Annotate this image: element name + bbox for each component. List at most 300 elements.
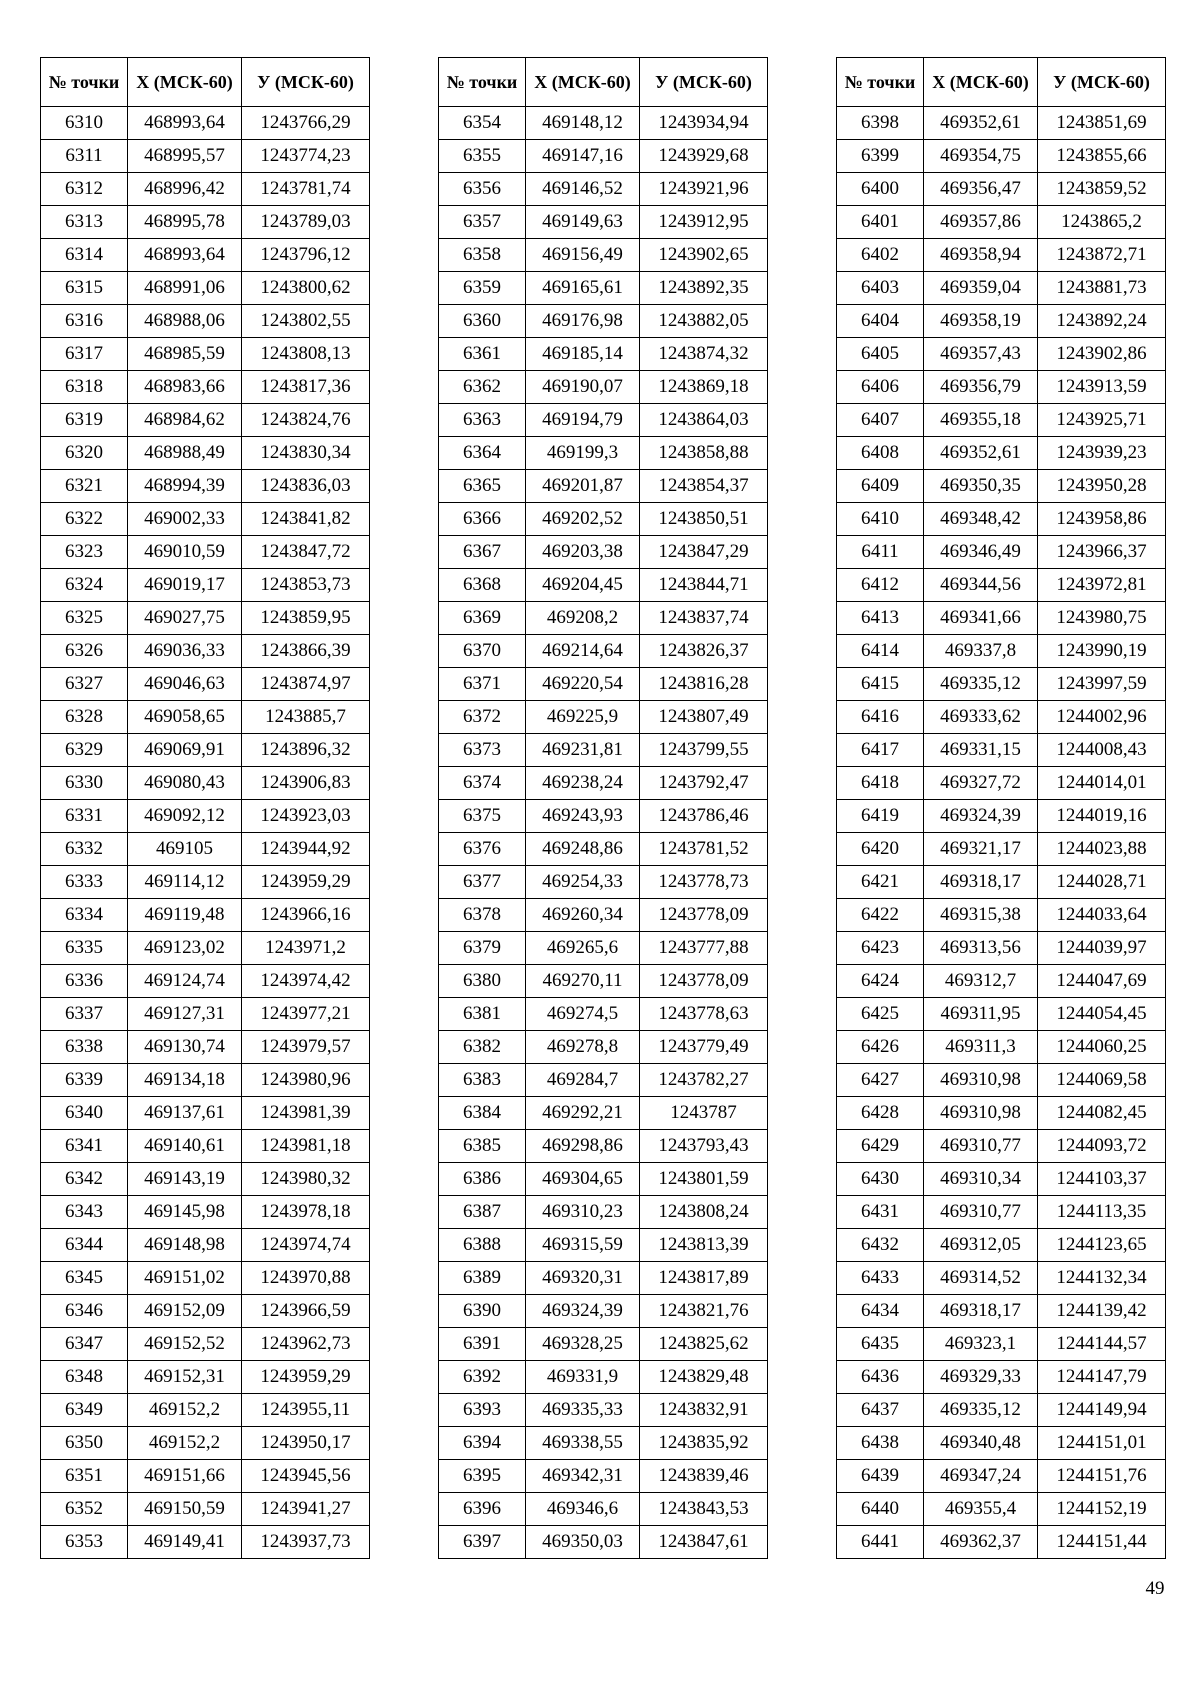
- table-row: [41, 1493, 370, 1526]
- x-coordinate-cell: 469337,8: [924, 635, 1038, 668]
- table-row: [837, 140, 1166, 173]
- point-number-cell: 6389: [439, 1262, 526, 1295]
- point-number-cell: 6372: [439, 701, 526, 734]
- x-coordinate-cell: 469152,52: [128, 1328, 242, 1361]
- x-coordinate-cell: 469315,59: [526, 1229, 640, 1262]
- point-number-cell: 6408: [837, 437, 924, 470]
- y-coordinate-cell: 1243837,74: [640, 602, 768, 635]
- y-coordinate-cell: 1243980,32: [242, 1163, 370, 1196]
- x-coordinate-cell: 468993,64: [128, 239, 242, 272]
- y-coordinate-cell: 1244039,97: [1038, 932, 1166, 965]
- y-coordinate-cell: 1243778,09: [640, 965, 768, 998]
- y-coordinate-cell: 1243844,71: [640, 569, 768, 602]
- table-row: [41, 206, 370, 239]
- x-coordinate-cell: 468991,06: [128, 272, 242, 305]
- x-coordinate-cell: 469313,56: [924, 932, 1038, 965]
- table-row: [439, 1262, 768, 1295]
- y-coordinate-cell: 1243970,88: [242, 1262, 370, 1295]
- x-coordinate-cell: 469137,61: [128, 1097, 242, 1130]
- y-coordinate-cell: 1243997,59: [1038, 668, 1166, 701]
- x-coordinate-cell: 468988,49: [128, 437, 242, 470]
- x-coordinate-cell: 469323,1: [924, 1328, 1038, 1361]
- table-row: [439, 1427, 768, 1460]
- point-number-cell: 6395: [439, 1460, 526, 1493]
- x-coordinate-cell: 469311,95: [924, 998, 1038, 1031]
- point-number-cell: 6370: [439, 635, 526, 668]
- point-number-cell: 6325: [41, 602, 128, 635]
- table-row: [837, 371, 1166, 404]
- table-row: [439, 1394, 768, 1427]
- y-coordinate-cell: 1243950,28: [1038, 470, 1166, 503]
- point-number-cell: 6357: [439, 206, 526, 239]
- table-row: [837, 173, 1166, 206]
- x-coordinate-cell: 469148,12: [526, 107, 640, 140]
- x-coordinate-cell: 468993,64: [128, 107, 242, 140]
- table-row: [837, 1097, 1166, 1130]
- x-coordinate-cell: 468988,06: [128, 305, 242, 338]
- point-number-cell: 6435: [837, 1328, 924, 1361]
- table-row: [41, 338, 370, 371]
- y-coordinate-cell: 1244113,35: [1038, 1196, 1166, 1229]
- y-coordinate-cell: 1243980,75: [1038, 602, 1166, 635]
- point-number-cell: 6333: [41, 866, 128, 899]
- x-coordinate-cell: 469304,65: [526, 1163, 640, 1196]
- table-row: [837, 734, 1166, 767]
- x-coordinate-cell: 468994,39: [128, 470, 242, 503]
- x-coordinate-cell: 469152,31: [128, 1361, 242, 1394]
- table-row: [41, 1526, 370, 1559]
- point-number-cell: 6403: [837, 272, 924, 305]
- point-number-cell: 6362: [439, 371, 526, 404]
- x-coordinate-cell: 469346,49: [924, 536, 1038, 569]
- point-number-cell: 6378: [439, 899, 526, 932]
- table-row: [837, 206, 1166, 239]
- point-number-cell: 6433: [837, 1262, 924, 1295]
- table-row: [439, 470, 768, 503]
- x-coordinate-cell: 469324,39: [526, 1295, 640, 1328]
- x-coordinate-cell: 469231,81: [526, 734, 640, 767]
- header-y-coordinate: У (МСК-60): [640, 58, 768, 107]
- x-coordinate-cell: 469348,42: [924, 503, 1038, 536]
- point-number-cell: 6420: [837, 833, 924, 866]
- x-coordinate-cell: 469318,17: [924, 1295, 1038, 1328]
- table-row: [41, 404, 370, 437]
- y-coordinate-cell: 1243821,76: [640, 1295, 768, 1328]
- table-row: [439, 866, 768, 899]
- point-number-cell: 6438: [837, 1427, 924, 1460]
- table-row: [41, 1196, 370, 1229]
- table-row: [837, 404, 1166, 437]
- point-number-cell: 6350: [41, 1427, 128, 1460]
- y-coordinate-cell: 1243825,62: [640, 1328, 768, 1361]
- table-row: [837, 1262, 1166, 1295]
- table-row: [837, 1130, 1166, 1163]
- table-row: [41, 668, 370, 701]
- x-coordinate-cell: 469145,98: [128, 1196, 242, 1229]
- point-number-cell: 6351: [41, 1460, 128, 1493]
- table-row: [41, 1064, 370, 1097]
- y-coordinate-cell: 1243881,73: [1038, 272, 1166, 305]
- table-row: [837, 899, 1166, 932]
- y-coordinate-cell: 1243977,21: [242, 998, 370, 1031]
- y-coordinate-cell: 1243855,66: [1038, 140, 1166, 173]
- y-coordinate-cell: 1244139,42: [1038, 1295, 1166, 1328]
- point-number-cell: 6360: [439, 305, 526, 338]
- y-coordinate-cell: 1244082,45: [1038, 1097, 1166, 1130]
- header-y-coordinate: У (МСК-60): [242, 58, 370, 107]
- x-coordinate-cell: 469149,63: [526, 206, 640, 239]
- table-row: [439, 404, 768, 437]
- table-row: [439, 206, 768, 239]
- x-coordinate-cell: 469260,34: [526, 899, 640, 932]
- x-coordinate-cell: 469312,05: [924, 1229, 1038, 1262]
- y-coordinate-cell: 1244047,69: [1038, 965, 1166, 998]
- y-coordinate-cell: 1243944,92: [242, 833, 370, 866]
- y-coordinate-cell: 1243966,59: [242, 1295, 370, 1328]
- x-coordinate-cell: 469340,48: [924, 1427, 1038, 1460]
- x-coordinate-cell: 469254,33: [526, 866, 640, 899]
- point-number-cell: 6386: [439, 1163, 526, 1196]
- point-number-cell: 6428: [837, 1097, 924, 1130]
- header-point-number: № точки: [41, 58, 128, 107]
- point-number-cell: 6432: [837, 1229, 924, 1262]
- table-row: [439, 1493, 768, 1526]
- y-coordinate-cell: 1243902,86: [1038, 338, 1166, 371]
- point-number-cell: 6380: [439, 965, 526, 998]
- coordinate-table-2: [438, 57, 768, 1559]
- table-row: [41, 437, 370, 470]
- table-row: [837, 1493, 1166, 1526]
- y-coordinate-cell: 1243813,39: [640, 1229, 768, 1262]
- x-coordinate-cell: 469146,52: [526, 173, 640, 206]
- table-row: [837, 1328, 1166, 1361]
- x-coordinate-cell: 469333,62: [924, 701, 1038, 734]
- x-coordinate-cell: 469310,98: [924, 1064, 1038, 1097]
- table-row: [439, 800, 768, 833]
- x-coordinate-cell: 469194,79: [526, 404, 640, 437]
- x-coordinate-cell: 469358,19: [924, 305, 1038, 338]
- x-coordinate-cell: 469214,64: [526, 635, 640, 668]
- y-coordinate-cell: 1243781,74: [242, 173, 370, 206]
- table-row: [439, 1196, 768, 1229]
- y-coordinate-cell: 1243782,27: [640, 1064, 768, 1097]
- point-number-cell: 6400: [837, 173, 924, 206]
- x-coordinate-cell: 468995,78: [128, 206, 242, 239]
- x-coordinate-cell: 469225,9: [526, 701, 640, 734]
- point-number-cell: 6318: [41, 371, 128, 404]
- table-row: [41, 932, 370, 965]
- table-row: [439, 1229, 768, 1262]
- point-number-cell: 6396: [439, 1493, 526, 1526]
- table-row: [41, 305, 370, 338]
- table-row: [41, 1130, 370, 1163]
- table-row: [41, 1328, 370, 1361]
- y-coordinate-cell: 1243941,27: [242, 1493, 370, 1526]
- point-number-cell: 6328: [41, 701, 128, 734]
- point-number-cell: 6436: [837, 1361, 924, 1394]
- x-coordinate-cell: 469152,2: [128, 1394, 242, 1427]
- x-coordinate-cell: 469331,15: [924, 734, 1038, 767]
- y-coordinate-cell: 1243962,73: [242, 1328, 370, 1361]
- point-number-cell: 6414: [837, 635, 924, 668]
- x-coordinate-cell: 469331,9: [526, 1361, 640, 1394]
- table-row: [837, 239, 1166, 272]
- point-number-cell: 6371: [439, 668, 526, 701]
- y-coordinate-cell: 1243777,88: [640, 932, 768, 965]
- table-row: [439, 1361, 768, 1394]
- point-number-cell: 6434: [837, 1295, 924, 1328]
- table-row: [439, 932, 768, 965]
- table-row: [41, 635, 370, 668]
- table-row: [837, 569, 1166, 602]
- x-coordinate-cell: 469338,55: [526, 1427, 640, 1460]
- y-coordinate-cell: 1243874,32: [640, 338, 768, 371]
- point-number-cell: 6316: [41, 305, 128, 338]
- point-number-cell: 6336: [41, 965, 128, 998]
- point-number-cell: 6347: [41, 1328, 128, 1361]
- point-number-cell: 6311: [41, 140, 128, 173]
- point-number-cell: 6383: [439, 1064, 526, 1097]
- y-coordinate-cell: 1243850,51: [640, 503, 768, 536]
- x-coordinate-cell: 469355,18: [924, 404, 1038, 437]
- point-number-cell: 6335: [41, 932, 128, 965]
- x-coordinate-cell: 469151,02: [128, 1262, 242, 1295]
- point-number-cell: 6322: [41, 503, 128, 536]
- x-coordinate-cell: 469314,52: [924, 1262, 1038, 1295]
- table-row: [837, 437, 1166, 470]
- x-coordinate-cell: 469358,94: [924, 239, 1038, 272]
- point-number-cell: 6331: [41, 800, 128, 833]
- table-row: [41, 833, 370, 866]
- y-coordinate-cell: 1244151,01: [1038, 1427, 1166, 1460]
- table-row: [41, 866, 370, 899]
- table-row: [837, 1526, 1166, 1559]
- table-row: [41, 1229, 370, 1262]
- point-number-cell: 6375: [439, 800, 526, 833]
- point-number-cell: 6424: [837, 965, 924, 998]
- y-coordinate-cell: 1243824,76: [242, 404, 370, 437]
- point-number-cell: 6314: [41, 239, 128, 272]
- point-number-cell: 6332: [41, 833, 128, 866]
- table-row: [439, 1064, 768, 1097]
- y-coordinate-cell: 1243779,49: [640, 1031, 768, 1064]
- x-coordinate-cell: 469310,34: [924, 1163, 1038, 1196]
- point-number-cell: 6425: [837, 998, 924, 1031]
- y-coordinate-cell: 1244033,64: [1038, 899, 1166, 932]
- point-number-cell: 6412: [837, 569, 924, 602]
- point-number-cell: 6441: [837, 1526, 924, 1559]
- x-coordinate-cell: 469243,93: [526, 800, 640, 833]
- point-number-cell: 6387: [439, 1196, 526, 1229]
- point-number-cell: 6427: [837, 1064, 924, 1097]
- x-coordinate-cell: 468996,42: [128, 173, 242, 206]
- y-coordinate-cell: 1244123,65: [1038, 1229, 1166, 1262]
- point-number-cell: 6345: [41, 1262, 128, 1295]
- point-number-cell: 6319: [41, 404, 128, 437]
- table-row: [41, 140, 370, 173]
- table-row: [439, 1163, 768, 1196]
- table-row: [41, 569, 370, 602]
- y-coordinate-cell: 1243882,05: [640, 305, 768, 338]
- point-number-cell: 6390: [439, 1295, 526, 1328]
- y-coordinate-cell: 1243801,59: [640, 1163, 768, 1196]
- x-coordinate-cell: 469149,41: [128, 1526, 242, 1559]
- point-number-cell: 6382: [439, 1031, 526, 1064]
- x-coordinate-cell: 469010,59: [128, 536, 242, 569]
- y-coordinate-cell: 1243778,73: [640, 866, 768, 899]
- point-number-cell: 6376: [439, 833, 526, 866]
- x-coordinate-cell: 469058,65: [128, 701, 242, 734]
- table-row: [41, 173, 370, 206]
- table-row: [439, 1097, 768, 1130]
- header-x-coordinate: Х (МСК-60): [526, 58, 640, 107]
- point-number-cell: 6355: [439, 140, 526, 173]
- y-coordinate-cell: 1243781,52: [640, 833, 768, 866]
- x-coordinate-cell: 469248,86: [526, 833, 640, 866]
- point-number-cell: 6416: [837, 701, 924, 734]
- table-row: [41, 1361, 370, 1394]
- table-row: [837, 1394, 1166, 1427]
- table-row: [41, 1097, 370, 1130]
- y-coordinate-cell: 1243832,91: [640, 1394, 768, 1427]
- point-number-cell: 6413: [837, 602, 924, 635]
- table-row: [837, 338, 1166, 371]
- table-row: [41, 602, 370, 635]
- header-x-coordinate: Х (МСК-60): [128, 58, 242, 107]
- x-coordinate-cell: 469204,45: [526, 569, 640, 602]
- table-row: [439, 1130, 768, 1163]
- x-coordinate-cell: 469329,33: [924, 1361, 1038, 1394]
- table-row: [41, 800, 370, 833]
- table-row: [439, 503, 768, 536]
- x-coordinate-cell: 469278,8: [526, 1031, 640, 1064]
- point-number-cell: 6343: [41, 1196, 128, 1229]
- table-row: [41, 965, 370, 998]
- point-number-cell: 6324: [41, 569, 128, 602]
- x-coordinate-cell: 469342,31: [526, 1460, 640, 1493]
- point-number-cell: 6344: [41, 1229, 128, 1262]
- y-coordinate-cell: 1243958,86: [1038, 503, 1166, 536]
- table-row: [439, 107, 768, 140]
- table-row: [439, 998, 768, 1031]
- y-coordinate-cell: 1243971,2: [242, 932, 370, 965]
- point-number-cell: 6312: [41, 173, 128, 206]
- x-coordinate-cell: 469347,24: [924, 1460, 1038, 1493]
- table-row: [41, 470, 370, 503]
- y-coordinate-cell: 1243959,29: [242, 866, 370, 899]
- header-point-number: № точки: [439, 58, 526, 107]
- y-coordinate-cell: 1243778,09: [640, 899, 768, 932]
- y-coordinate-cell: 1243793,43: [640, 1130, 768, 1163]
- x-coordinate-cell: 469335,12: [924, 1394, 1038, 1427]
- y-coordinate-cell: 1243789,03: [242, 206, 370, 239]
- point-number-cell: 6426: [837, 1031, 924, 1064]
- table-row: [439, 140, 768, 173]
- table-row: [439, 701, 768, 734]
- x-coordinate-cell: 469140,61: [128, 1130, 242, 1163]
- x-coordinate-cell: 469359,04: [924, 272, 1038, 305]
- y-coordinate-cell: 1244019,16: [1038, 800, 1166, 833]
- point-number-cell: 6393: [439, 1394, 526, 1427]
- table-row: [837, 1361, 1166, 1394]
- x-coordinate-cell: 469350,35: [924, 470, 1038, 503]
- table-row: [837, 1031, 1166, 1064]
- table-row: [439, 734, 768, 767]
- x-coordinate-cell: 469352,61: [924, 437, 1038, 470]
- x-coordinate-cell: 469123,02: [128, 932, 242, 965]
- table-row: [837, 635, 1166, 668]
- table-row: [41, 1394, 370, 1427]
- y-coordinate-cell: 1243929,68: [640, 140, 768, 173]
- table-row: [41, 899, 370, 932]
- table-row: [41, 272, 370, 305]
- x-coordinate-cell: 469147,16: [526, 140, 640, 173]
- header-x-coordinate: Х (МСК-60): [924, 58, 1038, 107]
- x-coordinate-cell: 469274,5: [526, 998, 640, 1031]
- x-coordinate-cell: 469354,75: [924, 140, 1038, 173]
- table-row: [837, 800, 1166, 833]
- x-coordinate-cell: 469176,98: [526, 305, 640, 338]
- point-number-cell: 6365: [439, 470, 526, 503]
- table-row: [837, 866, 1166, 899]
- y-coordinate-cell: 1243923,03: [242, 800, 370, 833]
- y-coordinate-cell: 1243972,81: [1038, 569, 1166, 602]
- table-row: [439, 1460, 768, 1493]
- point-number-cell: 6337: [41, 998, 128, 1031]
- table-row: [837, 1196, 1166, 1229]
- x-coordinate-cell: 469165,61: [526, 272, 640, 305]
- point-number-cell: 6402: [837, 239, 924, 272]
- point-number-cell: 6439: [837, 1460, 924, 1493]
- point-number-cell: 6381: [439, 998, 526, 1031]
- y-coordinate-cell: 1243787: [640, 1097, 768, 1130]
- y-coordinate-cell: 1243865,2: [1038, 206, 1166, 239]
- table-row: [439, 437, 768, 470]
- point-number-cell: 6363: [439, 404, 526, 437]
- y-coordinate-cell: 1243955,11: [242, 1394, 370, 1427]
- point-number-cell: 6392: [439, 1361, 526, 1394]
- table-row: [41, 239, 370, 272]
- x-coordinate-cell: 469310,98: [924, 1097, 1038, 1130]
- point-number-cell: 6315: [41, 272, 128, 305]
- y-coordinate-cell: 1243892,35: [640, 272, 768, 305]
- table-row: [439, 767, 768, 800]
- x-coordinate-cell: 469124,74: [128, 965, 242, 998]
- x-coordinate-cell: 469152,2: [128, 1427, 242, 1460]
- point-number-cell: 6339: [41, 1064, 128, 1097]
- table-row: [41, 1295, 370, 1328]
- x-coordinate-cell: 469127,31: [128, 998, 242, 1031]
- point-number-cell: 6419: [837, 800, 924, 833]
- table-row: [439, 668, 768, 701]
- x-coordinate-cell: 469356,79: [924, 371, 1038, 404]
- table-row: [439, 173, 768, 206]
- x-coordinate-cell: 469036,33: [128, 635, 242, 668]
- point-number-cell: 6417: [837, 734, 924, 767]
- y-coordinate-cell: 1244151,76: [1038, 1460, 1166, 1493]
- point-number-cell: 6321: [41, 470, 128, 503]
- y-coordinate-cell: 1243921,96: [640, 173, 768, 206]
- x-coordinate-cell: 469310,23: [526, 1196, 640, 1229]
- header-point-number: № точки: [837, 58, 924, 107]
- point-number-cell: 6313: [41, 206, 128, 239]
- y-coordinate-cell: 1243913,59: [1038, 371, 1166, 404]
- x-coordinate-cell: 469156,49: [526, 239, 640, 272]
- y-coordinate-cell: 1243807,49: [640, 701, 768, 734]
- x-coordinate-cell: 469002,33: [128, 503, 242, 536]
- x-coordinate-cell: 468983,66: [128, 371, 242, 404]
- table-row: [837, 767, 1166, 800]
